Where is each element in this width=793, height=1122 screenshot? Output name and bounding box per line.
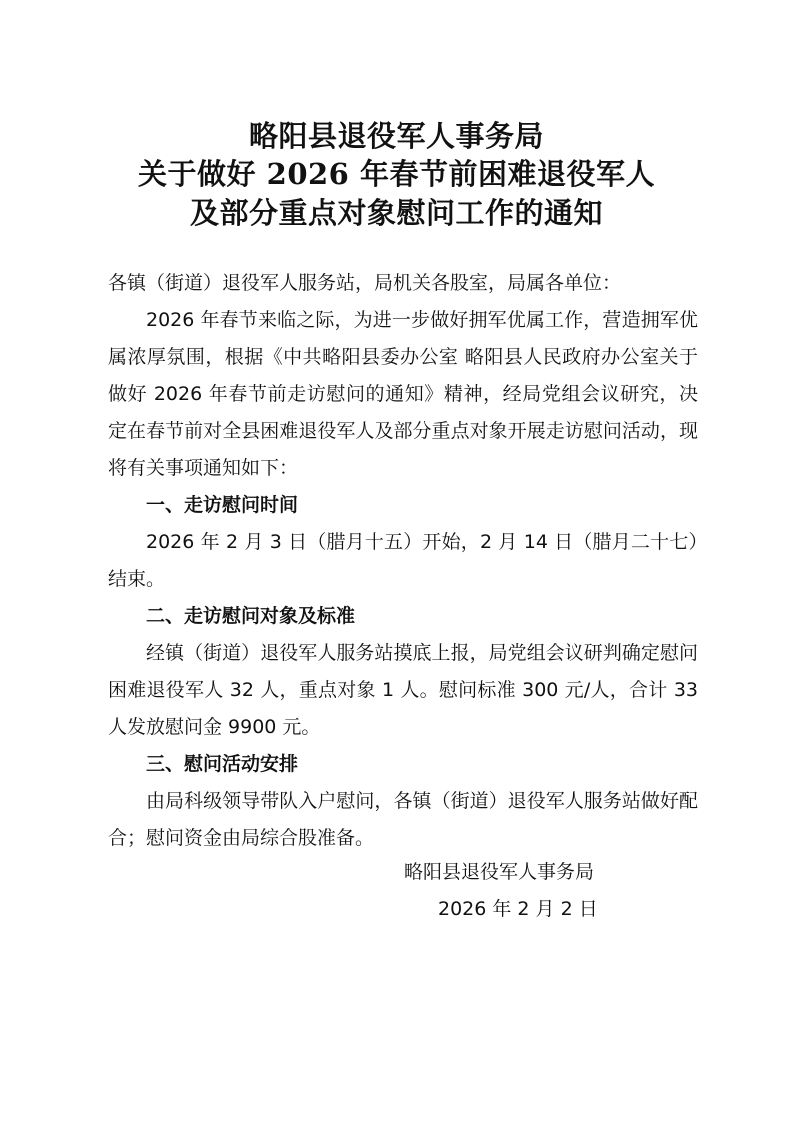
section-text-time: 2026 年 2 月 3 日（腊月十五）开始，2 月 14 日（腊月二十七）结束。 xyxy=(108,531,698,590)
signature-organization: 略阳县退役军人事务局 xyxy=(404,861,595,883)
document-body xyxy=(108,265,698,857)
section-text-arrangement: 由局科级领导带队入户慰问，各镇（街道）退役军人服务站做好配合；慰问资金由局综合股准备。 xyxy=(108,790,698,849)
section-heading-time: 一、走访慰问时间 xyxy=(146,494,299,516)
signature-date: 2026 年 2 月 2 日 xyxy=(438,898,598,920)
salutation: 各镇（街道）退役军人服务站，局机关各股室，局属各单位： xyxy=(108,272,622,294)
section-heading-targets: 二、走访慰问对象及标准 xyxy=(146,605,356,627)
section-text-targets: 经镇（街道）退役军人服务站摸底上报，局党组会议研判确定慰问困难退役军人 32 人，重点对象 1 人。慰问标准 300 元/人，合计 33 人发放慰问金 9900 元。 xyxy=(108,642,698,738)
document-title-line-2: 关于做好 2026 年春节前困难退役军人 xyxy=(138,157,655,191)
document-title-line-1: 略阳县退役军人事务局 xyxy=(248,119,544,153)
intro-paragraph: 2026 年春节来临之际，为进一步做好拥军优属工作，营造拥军优属浓厚氛围，根据《中共略阳县委办公室 略阳县人民政府办公室关于做好 2026 年春节前走访慰问的通知》精神，经局党组会议研究，决定在春节前对全县困难退役军人及部分重点对象开展走访慰问活动，现将有关事项通知如下： xyxy=(108,309,698,479)
document-title-line-3: 及部分重点对象慰问工作的通知 xyxy=(189,196,603,230)
section-heading-arrangement: 三、慰问活动安排 xyxy=(146,753,299,775)
